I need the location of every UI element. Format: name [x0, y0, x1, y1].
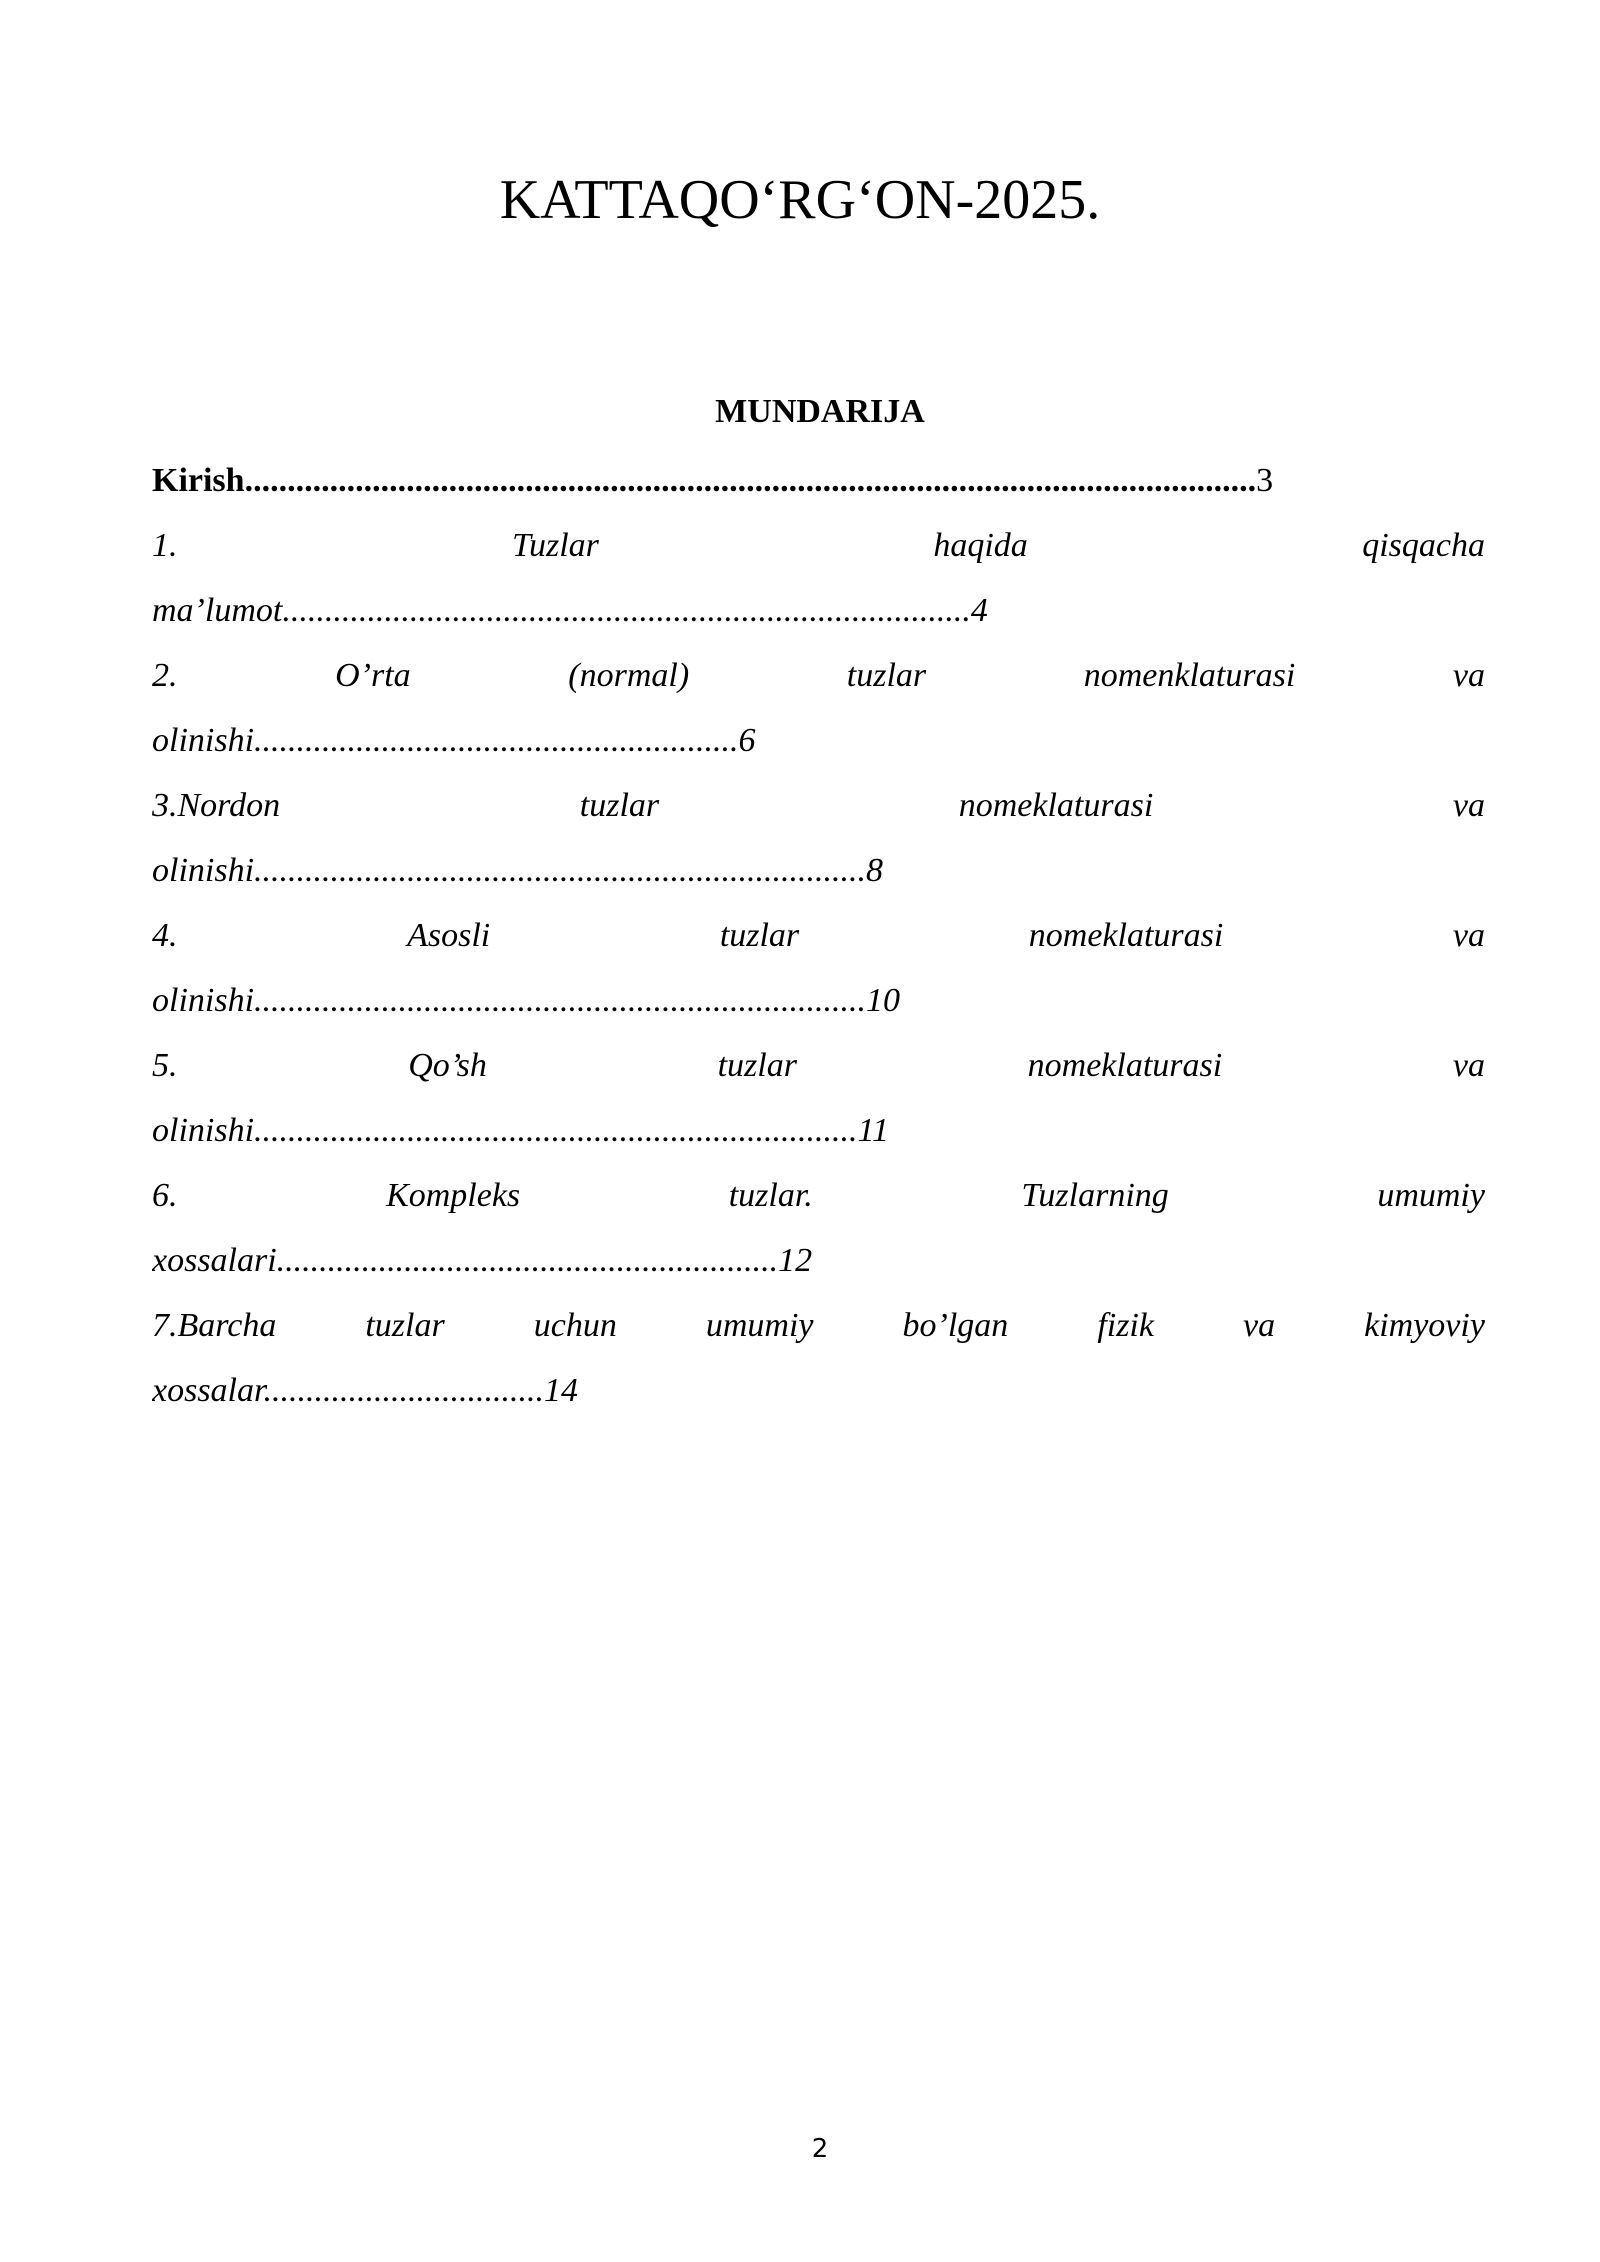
toc-entry-word: 3.Nordon	[152, 787, 281, 824]
toc-entry-word: va	[1452, 1047, 1485, 1084]
toc-entry-word: Tuzlarning	[1021, 1177, 1169, 1214]
toc-entry-word: 5.	[152, 1047, 178, 1084]
toc-entry-leader-line: olinishi.......................................................................11	[152, 1112, 889, 1149]
toc-entry-word: 2.	[152, 657, 178, 694]
toc-entry-word: fizik	[1097, 1307, 1154, 1344]
toc-entry-word: 7.Barcha	[152, 1307, 277, 1344]
toc-entry-word: va	[1452, 917, 1485, 954]
toc-entry-title-line	[152, 643, 1485, 708]
toc-entry-word: bo’lgan	[902, 1307, 1009, 1344]
toc-entry-page: 3	[1256, 462, 1274, 499]
toc-entry-word: Tuzlar	[511, 527, 599, 564]
toc-entry-word: tuzlar	[365, 1307, 445, 1344]
toc-entry-leader-line: ma’lumot.................................................................................4	[152, 592, 988, 629]
toc-entry-kirish[interactable]	[152, 448, 1485, 513]
toc-entry-word: 6.	[152, 1177, 178, 1214]
toc-entry-word: tuzlar.	[728, 1177, 813, 1214]
toc-entry-label: Kirish	[152, 462, 245, 499]
toc-entry-word: nomeklaturasi	[1028, 917, 1224, 954]
toc-entry-leader-line: xossalari...........................................................12	[152, 1242, 813, 1279]
toc-entry-title-line	[152, 1293, 1485, 1358]
toc-entry-word: tuzlar	[717, 1047, 797, 1084]
toc-entry-word: umumiy	[1377, 1177, 1485, 1214]
toc-entry-word: va	[1452, 657, 1485, 694]
toc-entry-title-line	[152, 513, 1485, 578]
toc-entry-leader-line: olinishi........................................................................10	[152, 982, 901, 1019]
toc-entry-list	[152, 513, 1485, 1423]
toc-entry-leader-line: xossalar.................................14	[152, 1372, 578, 1409]
toc-entry-word: Qo’sh	[408, 1047, 487, 1084]
toc-entry-word: haqida	[933, 527, 1028, 564]
toc-entry-word: nomeklaturasi	[958, 787, 1154, 824]
toc-title: MUNDARIJA	[715, 393, 925, 430]
toc-entry[interactable]	[152, 773, 1485, 903]
page-heading: KATTAQO‘RG‘ON-2025.	[499, 169, 1101, 231]
toc-entry-word: umumiy	[705, 1307, 814, 1344]
toc-entry-word: kimyoviy	[1364, 1307, 1485, 1344]
toc-entry-word: 4.	[152, 917, 178, 954]
toc-entry-title-line	[152, 773, 1485, 838]
toc-entry[interactable]	[152, 643, 1485, 773]
toc-entry-word: qisqacha	[1362, 527, 1485, 564]
toc-entry-word: tuzlar	[719, 917, 800, 954]
toc-entry-word: tuzlar	[846, 657, 927, 694]
toc-entry-word: va	[1452, 787, 1485, 824]
toc-entry-word: uchun	[533, 1307, 617, 1344]
toc-entry-leader-line: olinishi.........................................................6	[152, 722, 756, 759]
toc-entry[interactable]	[152, 1163, 1485, 1293]
toc-entry[interactable]	[152, 1033, 1485, 1163]
toc-entry-title-line	[152, 903, 1485, 968]
toc-entry-word: nomeklaturasi	[1027, 1047, 1223, 1084]
table-of-contents	[152, 448, 1485, 1423]
toc-entry-title-line	[152, 1163, 1485, 1228]
toc-entry-word: 1.	[152, 527, 178, 564]
toc-entry-word: nomenklaturasi	[1083, 657, 1296, 694]
toc-entry-word: tuzlar	[579, 787, 660, 824]
toc-leader-dots: .......................................................................................................................	[244, 462, 1257, 499]
toc-entry[interactable]	[152, 513, 1485, 643]
toc-entry-leader-line: olinishi........................................................................8	[152, 852, 884, 889]
toc-entry[interactable]	[152, 1293, 1485, 1423]
toc-entry-title-line	[152, 1033, 1485, 1098]
toc-entry-word: (normal)	[568, 657, 690, 694]
toc-entry[interactable]	[152, 903, 1485, 1033]
toc-entry-word: Asosli	[407, 917, 491, 954]
toc-entry-word: va	[1243, 1307, 1276, 1344]
page-number: 2	[811, 2134, 829, 2164]
toc-entry-word: O’rta	[335, 657, 411, 694]
toc-entry-word: Kompleks	[386, 1177, 521, 1214]
